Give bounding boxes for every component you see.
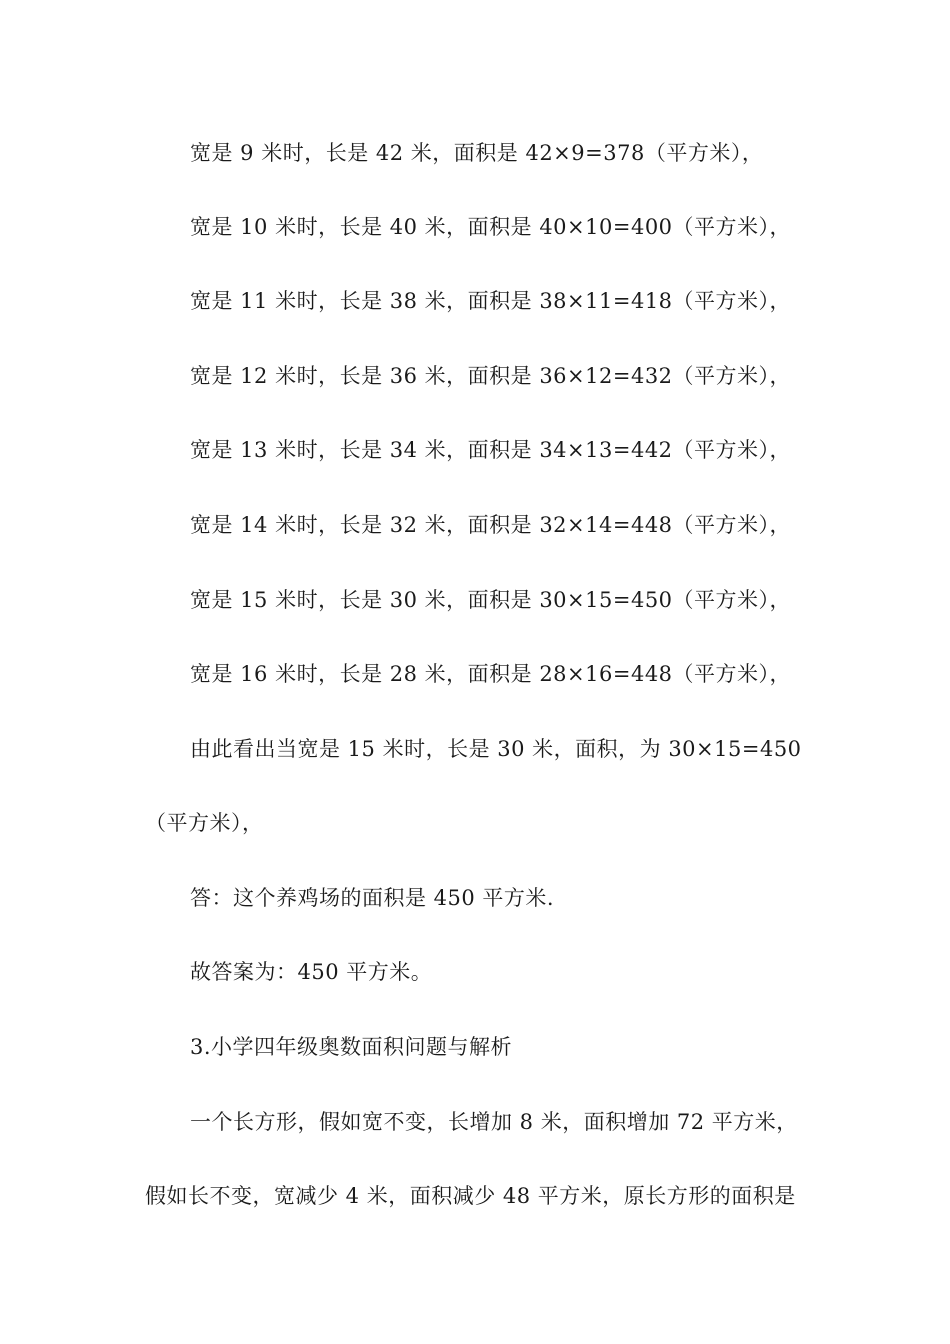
- text-line-width-14: 宽是 14 米时，长是 32 米，面积是 32×14=448（平方米），: [190, 513, 792, 537]
- text-line-width-9: 宽是 9 米时，长是 42 米，面积是 42×9=378（平方米），: [190, 141, 764, 165]
- text-line-width-12: 宽是 12 米时，长是 36 米，面积是 36×12=432（平方米），: [190, 364, 792, 388]
- problem-line: 一个长方形，假如宽不变，长增加 8 米，面积增加 72 平方米，: [190, 1110, 798, 1134]
- text-line-width-16: 宽是 16 米时，长是 28 米，面积是 28×16=448（平方米），: [190, 662, 792, 686]
- problem-line-continued: 假如长不变，宽减少 4 米，面积减少 48 平方米，原长方形的面积是: [145, 1184, 796, 1208]
- text-line-width-13: 宽是 13 米时，长是 34 米，面积是 34×13=442（平方米），: [190, 438, 792, 462]
- text-line-width-10: 宽是 10 米时，长是 40 米，面积是 40×10=400（平方米），: [190, 215, 792, 239]
- section-heading: 3.小学四年级奥数面积问题与解析: [190, 1035, 513, 1059]
- conclusion-line-continued: （平方米），: [145, 811, 264, 835]
- answer-line: 答：这个养鸡场的面积是 450 平方米.: [190, 886, 555, 910]
- text-line-width-15: 宽是 15 米时，长是 30 米，面积是 30×15=450（平方米），: [190, 588, 792, 612]
- final-answer-line: 故答案为：450 平方米。: [190, 960, 433, 984]
- conclusion-line: 由此看出当宽是 15 米时，长是 30 米，面积，为 30×15=450: [190, 737, 802, 761]
- text-line-width-11: 宽是 11 米时，长是 38 米，面积是 38×11=418（平方米），: [190, 289, 792, 313]
